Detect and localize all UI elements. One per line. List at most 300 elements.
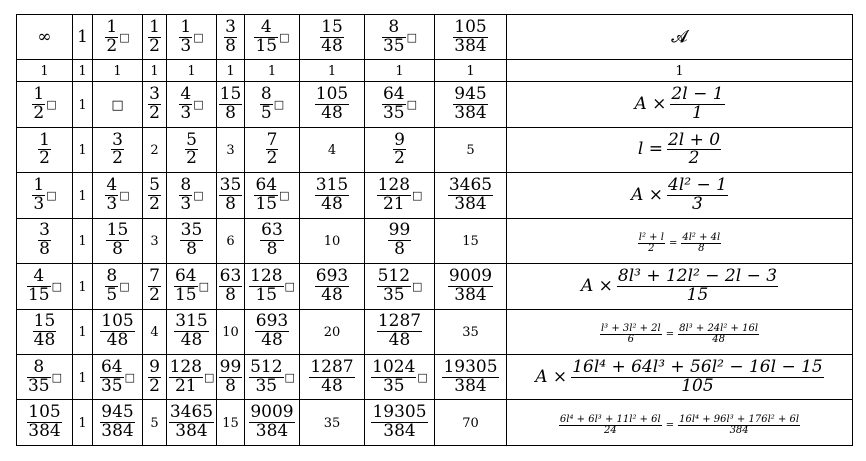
fraction-wrap bbox=[167, 313, 216, 350]
table-cell bbox=[245, 82, 300, 127]
table-cell bbox=[300, 127, 365, 172]
cell-value: 1 bbox=[187, 64, 196, 80]
fraction-wrap bbox=[365, 313, 434, 350]
table-cell bbox=[17, 15, 73, 60]
fraction-wrap bbox=[167, 222, 216, 259]
numerator: 64 bbox=[100, 356, 123, 377]
cell-value: 1 bbox=[78, 188, 87, 204]
table-cell bbox=[365, 173, 435, 218]
equation-body bbox=[559, 415, 800, 437]
denominator: 24 bbox=[603, 425, 617, 437]
fraction-wrap bbox=[93, 404, 142, 441]
table-cell bbox=[73, 400, 93, 446]
table-cell bbox=[217, 127, 245, 172]
placeholder-box-icon: □ bbox=[46, 188, 57, 202]
fraction-wrap bbox=[217, 86, 244, 123]
fraction-wrap bbox=[365, 129, 434, 169]
cell-value: 𝓐 bbox=[671, 26, 688, 47]
numerator: 7 bbox=[149, 265, 160, 286]
numerator: 512 bbox=[377, 265, 411, 286]
table-cell bbox=[143, 355, 167, 400]
fraction bbox=[169, 356, 203, 396]
table-row bbox=[17, 309, 853, 354]
cell-value: 15 bbox=[222, 416, 239, 432]
table-cell bbox=[365, 82, 435, 127]
table-cell bbox=[73, 309, 93, 354]
denominator: 48 bbox=[261, 330, 283, 351]
numerator: 64 bbox=[255, 175, 278, 196]
fraction-wrap bbox=[167, 356, 216, 396]
denominator: 384 bbox=[101, 421, 134, 442]
table-cell bbox=[365, 15, 435, 60]
table-cell bbox=[93, 173, 143, 218]
numerator: 315 bbox=[315, 175, 349, 196]
table-row bbox=[17, 82, 853, 127]
placeholder-box-icon: □ bbox=[273, 97, 285, 111]
fraction-wrap bbox=[559, 415, 662, 437]
numerator: 3 bbox=[39, 220, 50, 241]
table-row bbox=[17, 400, 853, 446]
numerator: 15 bbox=[219, 84, 242, 105]
numerator: 15 bbox=[33, 311, 56, 332]
equals-sign: = bbox=[665, 419, 675, 431]
fraction bbox=[266, 129, 279, 169]
equation-body bbox=[638, 233, 721, 255]
denominator: 8 bbox=[225, 102, 236, 123]
table-cell bbox=[17, 82, 73, 127]
table-cell bbox=[300, 82, 365, 127]
cell-value: 35 bbox=[323, 416, 341, 432]
numerator: 128 bbox=[250, 265, 283, 286]
formula-prefix: A × bbox=[580, 275, 613, 296]
fraction-wrap bbox=[435, 16, 506, 56]
numerator: 19305 bbox=[372, 402, 427, 423]
table-cell bbox=[167, 127, 217, 172]
table-cell bbox=[507, 400, 853, 446]
fraction bbox=[260, 86, 273, 123]
formula bbox=[580, 265, 778, 305]
denominator: 48 bbox=[180, 330, 203, 351]
fraction-wrap bbox=[93, 313, 142, 350]
placeholder-box-icon: □ bbox=[412, 279, 423, 293]
table-cell bbox=[93, 355, 143, 400]
numerator: 105 bbox=[315, 84, 349, 105]
numerator: 8 bbox=[180, 175, 192, 196]
fraction bbox=[670, 86, 724, 123]
numerator: 3465 bbox=[448, 175, 493, 196]
denominator: 48 bbox=[321, 375, 343, 396]
fraction bbox=[260, 222, 284, 259]
fraction bbox=[382, 86, 406, 123]
fraction bbox=[105, 177, 118, 214]
table-cell bbox=[17, 173, 73, 218]
fraction bbox=[442, 356, 498, 396]
numerator: 1 bbox=[33, 175, 45, 196]
placeholder-box-icon: □ bbox=[119, 279, 130, 293]
denominator: 48 bbox=[106, 330, 129, 351]
table-cell bbox=[507, 264, 853, 309]
cell-value: 1 bbox=[466, 64, 475, 80]
denominator: 384 bbox=[454, 35, 487, 56]
numerator: 4 bbox=[260, 16, 272, 37]
fraction-wrap bbox=[365, 86, 434, 123]
table-cell bbox=[143, 15, 167, 60]
table-cell bbox=[217, 400, 245, 446]
fraction bbox=[169, 404, 214, 441]
fraction bbox=[249, 265, 283, 305]
table-cell bbox=[300, 355, 365, 400]
table-cell bbox=[17, 309, 73, 354]
cell-value: 6 bbox=[226, 234, 235, 250]
denominator: 35 bbox=[255, 375, 278, 396]
fraction bbox=[377, 265, 411, 305]
fraction-wrap bbox=[93, 177, 142, 214]
table-cell bbox=[435, 82, 507, 127]
denominator: 21 bbox=[174, 375, 197, 396]
fraction bbox=[32, 177, 45, 214]
fraction-wrap bbox=[217, 265, 244, 305]
cell-value: ∞ bbox=[37, 26, 52, 47]
denominator: 2 bbox=[39, 148, 50, 169]
fraction bbox=[453, 16, 487, 56]
formula bbox=[634, 86, 724, 123]
placeholder-box-icon: □ bbox=[119, 188, 130, 202]
table-cell bbox=[435, 264, 507, 309]
table-cell bbox=[167, 264, 217, 309]
placeholder-box-icon: □ bbox=[193, 30, 204, 44]
fraction bbox=[559, 415, 662, 437]
fraction-wrap bbox=[245, 356, 299, 396]
equals-sign: = bbox=[668, 237, 678, 249]
numerator: 9009 bbox=[448, 265, 493, 286]
formula-prefix: l = bbox=[637, 139, 663, 160]
table-cell bbox=[17, 355, 73, 400]
numerator: 1287 bbox=[377, 311, 422, 332]
table-cell bbox=[300, 264, 365, 309]
table-cell bbox=[507, 355, 853, 400]
table-cell bbox=[365, 355, 435, 400]
fraction bbox=[219, 265, 243, 305]
table-cell bbox=[507, 127, 853, 172]
fraction-wrap bbox=[435, 177, 506, 214]
fraction-wrap bbox=[681, 233, 721, 255]
placeholder-box-icon: □ bbox=[193, 188, 204, 202]
numerator: 1 bbox=[180, 16, 192, 37]
numerator: 5 bbox=[149, 175, 160, 196]
numerator: l² + l bbox=[638, 231, 664, 243]
table-cell bbox=[93, 15, 143, 60]
fraction-wrap bbox=[678, 415, 800, 437]
table-cell bbox=[17, 127, 73, 172]
fraction bbox=[174, 313, 208, 350]
fraction-wrap bbox=[617, 265, 778, 305]
fraction-wrap bbox=[245, 404, 299, 441]
cell-value: 4 bbox=[150, 325, 159, 341]
denominator: 48 bbox=[33, 330, 56, 351]
denominator: 3 bbox=[692, 193, 703, 214]
table-cell bbox=[300, 218, 365, 263]
fraction bbox=[254, 16, 278, 56]
fraction-wrap bbox=[365, 222, 434, 259]
numerator: 4l² + 4l bbox=[682, 231, 721, 243]
table-cell bbox=[143, 218, 167, 263]
table-cell bbox=[245, 264, 300, 309]
numerator: 19305 bbox=[443, 356, 498, 377]
denominator: 48 bbox=[321, 284, 343, 305]
fraction bbox=[371, 356, 416, 396]
fraction bbox=[27, 265, 51, 305]
fraction bbox=[100, 356, 124, 396]
placeholder-box-icon: □ bbox=[204, 370, 215, 384]
table-cell bbox=[245, 60, 300, 82]
table-cell bbox=[143, 173, 167, 218]
equation bbox=[559, 415, 800, 437]
table-cell bbox=[245, 127, 300, 172]
fraction bbox=[179, 177, 192, 214]
placeholder-box-icon: □ bbox=[119, 30, 130, 44]
fraction-wrap bbox=[667, 177, 728, 214]
table-cell bbox=[217, 355, 245, 400]
fraction bbox=[249, 356, 283, 396]
denominator: 35 bbox=[382, 102, 405, 123]
numerator: 16l⁴ + 96l³ + 176l² + 6l bbox=[679, 413, 800, 425]
table-cell bbox=[167, 218, 217, 263]
denominator: 3 bbox=[180, 193, 192, 214]
denominator: 384 bbox=[383, 421, 416, 442]
fraction bbox=[185, 129, 198, 169]
fraction-wrap bbox=[300, 86, 364, 123]
table-cell bbox=[17, 264, 73, 309]
cell-value: 5 bbox=[466, 143, 475, 159]
numerator: 8 bbox=[260, 84, 272, 105]
numerator: 1 bbox=[39, 129, 50, 150]
table-cell bbox=[365, 218, 435, 263]
denominator: 384 bbox=[454, 102, 487, 123]
table-cell bbox=[245, 400, 300, 446]
fraction bbox=[148, 177, 161, 214]
table-cell bbox=[217, 309, 245, 354]
fraction bbox=[249, 404, 294, 441]
denominator: 35 bbox=[382, 35, 405, 56]
fraction bbox=[382, 16, 406, 56]
table-cell bbox=[435, 15, 507, 60]
fraction bbox=[315, 177, 349, 214]
fraction-wrap bbox=[245, 313, 299, 350]
equation bbox=[600, 324, 759, 346]
denominator: 8 bbox=[225, 375, 236, 396]
numerator: 315 bbox=[175, 311, 208, 332]
fraction-wrap bbox=[167, 129, 216, 169]
fraction bbox=[219, 356, 243, 396]
fraction-wrap bbox=[600, 324, 662, 346]
numerator: 15 bbox=[106, 220, 129, 241]
fraction-wrap bbox=[167, 86, 216, 123]
table-cell bbox=[435, 400, 507, 446]
formula bbox=[631, 177, 728, 214]
fraction bbox=[27, 404, 61, 441]
denominator: 48 bbox=[712, 334, 725, 346]
table-cell bbox=[507, 82, 853, 127]
fraction-wrap bbox=[670, 86, 724, 123]
table-cell bbox=[73, 15, 93, 60]
numerator: 9 bbox=[149, 356, 160, 377]
cell-value: 3 bbox=[150, 234, 159, 250]
fraction bbox=[448, 265, 493, 305]
numerator: 35 bbox=[219, 175, 242, 196]
numerator: 8 bbox=[33, 356, 45, 377]
denominator: 8 bbox=[112, 239, 123, 260]
table-cell bbox=[167, 309, 217, 354]
placeholder-box-icon: □ bbox=[51, 279, 63, 293]
placeholder-box-icon: □ bbox=[406, 97, 418, 111]
cell-value: 10 bbox=[222, 325, 239, 341]
cell-value: 10 bbox=[323, 234, 341, 250]
numerator: 1 bbox=[149, 16, 160, 37]
numerator: 105 bbox=[28, 402, 61, 423]
fraction bbox=[617, 265, 778, 305]
table-cell bbox=[73, 173, 93, 218]
denominator: 2 bbox=[149, 375, 160, 396]
table-cell bbox=[365, 400, 435, 446]
table-cell bbox=[365, 264, 435, 309]
table-cell bbox=[167, 60, 217, 82]
table-cell bbox=[245, 355, 300, 400]
fraction-wrap bbox=[365, 265, 434, 305]
fraction-wrap bbox=[17, 129, 72, 169]
denominator: 2 bbox=[106, 35, 118, 56]
cell-value: 1 bbox=[78, 143, 87, 159]
fraction-wrap bbox=[143, 177, 166, 214]
table-cell bbox=[143, 60, 167, 82]
fraction-wrap bbox=[93, 265, 142, 305]
fraction bbox=[148, 86, 161, 123]
denominator: 3 bbox=[33, 193, 45, 214]
placeholder-box-icon: □ bbox=[51, 370, 63, 384]
cell-value: 1 bbox=[78, 370, 87, 386]
fraction bbox=[27, 356, 51, 396]
table-row bbox=[17, 355, 853, 400]
denominator: 35 bbox=[382, 284, 405, 305]
fraction bbox=[148, 356, 161, 396]
cell-value: 1 bbox=[327, 64, 337, 80]
denominator: 2 bbox=[648, 243, 655, 255]
denominator: 384 bbox=[454, 375, 487, 396]
fraction-wrap bbox=[245, 222, 299, 259]
numerator: 3 bbox=[225, 16, 236, 37]
numerator: 9 bbox=[394, 129, 405, 150]
denominator: 15 bbox=[255, 284, 278, 305]
fraction bbox=[667, 177, 728, 214]
fraction-wrap bbox=[143, 16, 166, 56]
numerator: 64 bbox=[382, 84, 405, 105]
fraction-wrap bbox=[17, 86, 72, 123]
denominator: 6 bbox=[627, 334, 635, 346]
cell-value: 1 bbox=[226, 64, 235, 80]
fraction bbox=[219, 177, 243, 214]
fraction bbox=[377, 313, 422, 350]
fraction-wrap bbox=[167, 404, 216, 441]
fraction-wrap bbox=[217, 177, 244, 214]
denominator: 15 bbox=[255, 35, 278, 56]
fraction bbox=[105, 265, 118, 305]
fraction-wrap bbox=[167, 265, 216, 305]
fraction-wrap bbox=[245, 86, 299, 123]
cell-value: 3 bbox=[226, 143, 235, 159]
cell-value: 70 bbox=[462, 416, 479, 432]
fraction-wrap bbox=[435, 86, 506, 123]
denominator: 15 bbox=[174, 284, 197, 305]
fraction bbox=[600, 324, 662, 346]
fraction-wrap bbox=[167, 177, 216, 214]
numerator: 63 bbox=[261, 220, 283, 241]
cell-value: 1 bbox=[78, 234, 87, 250]
denominator: 2 bbox=[112, 148, 123, 169]
cell-value: 2 bbox=[150, 143, 159, 159]
table-cell bbox=[143, 127, 167, 172]
table-cell bbox=[435, 127, 507, 172]
denominator: 48 bbox=[321, 193, 343, 214]
numerator: 128 bbox=[169, 356, 203, 377]
table-cell bbox=[245, 309, 300, 354]
table-cell bbox=[217, 15, 245, 60]
table-cell bbox=[93, 60, 143, 82]
fraction bbox=[681, 233, 721, 255]
table-cell bbox=[245, 218, 300, 263]
equals-sign: = bbox=[665, 328, 675, 340]
fraction bbox=[224, 16, 237, 56]
table-cell bbox=[73, 82, 93, 127]
denominator: 384 bbox=[454, 284, 487, 305]
fraction-wrap bbox=[571, 356, 824, 396]
table-cell bbox=[73, 127, 93, 172]
table-cell bbox=[365, 127, 435, 172]
denominator: 21 bbox=[382, 193, 405, 214]
numerator: 99 bbox=[388, 220, 411, 241]
fraction-wrap bbox=[93, 222, 142, 259]
fraction bbox=[315, 265, 349, 305]
denominator: 2 bbox=[149, 35, 160, 56]
placeholder-box-icon: □ bbox=[406, 30, 418, 44]
table-cell bbox=[73, 60, 93, 82]
fraction bbox=[174, 265, 198, 305]
cell-value: 20 bbox=[323, 325, 341, 341]
denominator: 384 bbox=[454, 193, 487, 214]
equation-body bbox=[600, 324, 759, 346]
numerator: 3 bbox=[112, 129, 123, 150]
fraction-wrap bbox=[245, 265, 299, 305]
fraction bbox=[315, 86, 349, 123]
denominator: 5 bbox=[106, 284, 118, 305]
fraction-wrap bbox=[217, 16, 244, 56]
table-cell bbox=[93, 400, 143, 446]
table-cell bbox=[300, 173, 365, 218]
denominator: 8 bbox=[225, 35, 236, 56]
fraction bbox=[180, 222, 204, 259]
fraction bbox=[100, 313, 134, 350]
fraction bbox=[667, 129, 721, 169]
numerator: 9009 bbox=[250, 402, 294, 423]
denominator: 384 bbox=[255, 421, 289, 442]
table-cell bbox=[300, 309, 365, 354]
cell-value: 1 bbox=[267, 64, 277, 80]
fraction bbox=[371, 404, 427, 441]
numerator: 945 bbox=[454, 84, 487, 105]
table-cell bbox=[143, 400, 167, 446]
denominator: 15 bbox=[686, 284, 709, 305]
table-cell bbox=[300, 60, 365, 82]
numerator: 64 bbox=[174, 265, 197, 286]
cell-value: 4 bbox=[327, 143, 337, 159]
